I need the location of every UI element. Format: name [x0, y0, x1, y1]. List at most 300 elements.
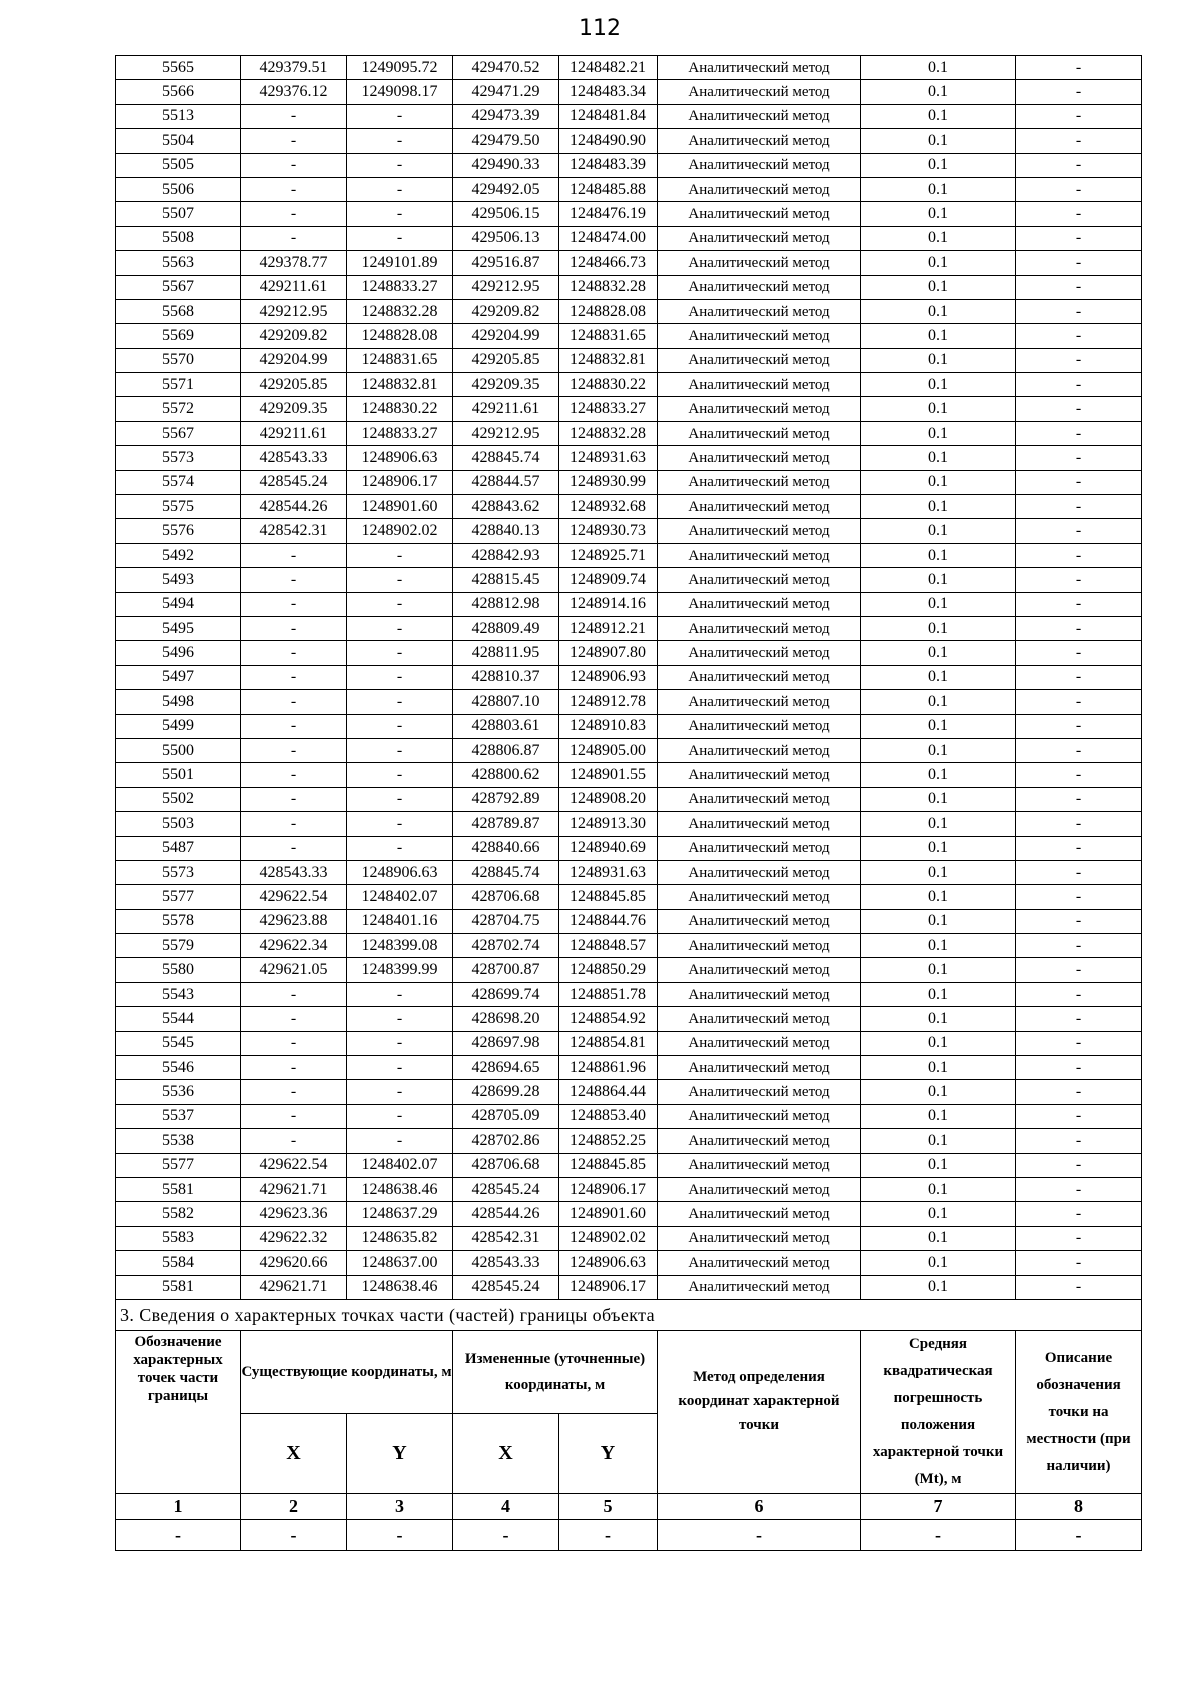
- description-cell: -: [1016, 714, 1142, 738]
- error-cell: 0.1: [861, 690, 1016, 714]
- method-cell: Аналитический метод: [658, 1275, 861, 1299]
- header-point-designation: Обозначение характерных точек части границы: [116, 1331, 241, 1494]
- table-row: [116, 348, 1142, 372]
- point-id: 5496: [116, 641, 241, 665]
- column-number: 5: [559, 1494, 658, 1520]
- error-cell: 0.1: [861, 543, 1016, 567]
- existing-y: -: [347, 1031, 453, 1055]
- changed-x: 429479.50: [453, 129, 559, 153]
- changed-x: 428842.93: [453, 543, 559, 567]
- existing-x: 429621.71: [241, 1177, 347, 1201]
- changed-x: 428542.31: [453, 1226, 559, 1250]
- point-id: 5504: [116, 129, 241, 153]
- table-row: [116, 226, 1142, 250]
- description-cell: -: [1016, 885, 1142, 909]
- table-row: [116, 738, 1142, 762]
- description-cell: -: [1016, 909, 1142, 933]
- table-row: [116, 836, 1142, 860]
- error-cell: 0.1: [861, 153, 1016, 177]
- changed-y: 1248906.63: [559, 1251, 658, 1275]
- existing-y: -: [347, 787, 453, 811]
- changed-x: 428702.86: [453, 1129, 559, 1153]
- existing-y: -: [347, 177, 453, 201]
- existing-y: -: [347, 982, 453, 1006]
- existing-x: 429204.99: [241, 348, 347, 372]
- method-cell: Аналитический метод: [658, 373, 861, 397]
- table-row: [116, 982, 1142, 1006]
- changed-x: 428705.09: [453, 1104, 559, 1128]
- method-cell: Аналитический метод: [658, 1251, 861, 1275]
- method-cell: Аналитический метод: [658, 1202, 861, 1226]
- method-cell: Аналитический метод: [658, 982, 861, 1006]
- error-cell: 0.1: [861, 202, 1016, 226]
- existing-x: 429379.51: [241, 56, 347, 80]
- method-cell: Аналитический метод: [658, 1177, 861, 1201]
- changed-x: 429506.13: [453, 226, 559, 250]
- changed-x: 428840.66: [453, 836, 559, 860]
- existing-x: 429378.77: [241, 251, 347, 275]
- error-cell: 0.1: [861, 251, 1016, 275]
- existing-x: 429623.36: [241, 1202, 347, 1226]
- method-cell: Аналитический метод: [658, 421, 861, 445]
- existing-y: 1249101.89: [347, 251, 453, 275]
- changed-x: 428706.68: [453, 885, 559, 909]
- method-cell: Аналитический метод: [658, 787, 861, 811]
- existing-y: 1248401.16: [347, 909, 453, 933]
- method-cell: Аналитический метод: [658, 1007, 861, 1031]
- description-cell: -: [1016, 738, 1142, 762]
- point-id: 5546: [116, 1056, 241, 1080]
- point-id: 5579: [116, 934, 241, 958]
- existing-y: -: [347, 1080, 453, 1104]
- changed-y: 1248485.88: [559, 177, 658, 201]
- existing-x: 429621.71: [241, 1275, 347, 1299]
- description-cell: -: [1016, 397, 1142, 421]
- changed-y: 1248930.99: [559, 470, 658, 494]
- point-id: 5543: [116, 982, 241, 1006]
- error-cell: 0.1: [861, 446, 1016, 470]
- existing-y: 1248402.07: [347, 885, 453, 909]
- description-cell: -: [1016, 1202, 1142, 1226]
- changed-x: 429516.87: [453, 251, 559, 275]
- method-cell: Аналитический метод: [658, 836, 861, 860]
- description-cell: -: [1016, 665, 1142, 689]
- changed-y: 1248854.81: [559, 1031, 658, 1055]
- description-cell: -: [1016, 1226, 1142, 1250]
- header-existing-coords: Существующие координаты, м: [241, 1331, 453, 1414]
- existing-y: 1249095.72: [347, 56, 453, 80]
- point-id: 5570: [116, 348, 241, 372]
- error-cell: 0.1: [861, 519, 1016, 543]
- existing-x: 429211.61: [241, 275, 347, 299]
- table-row: [116, 1275, 1142, 1299]
- existing-x: 429211.61: [241, 421, 347, 445]
- changed-y: 1248901.55: [559, 763, 658, 787]
- column-number: 8: [1016, 1494, 1142, 1520]
- existing-x: 429209.82: [241, 324, 347, 348]
- existing-x: -: [241, 616, 347, 640]
- description-cell: -: [1016, 56, 1142, 80]
- changed-y: 1248832.81: [559, 348, 658, 372]
- existing-x: -: [241, 641, 347, 665]
- changed-x: 428800.62: [453, 763, 559, 787]
- method-cell: Аналитический метод: [658, 299, 861, 323]
- method-cell: Аналитический метод: [658, 202, 861, 226]
- changed-x: 428845.74: [453, 860, 559, 884]
- changed-y: 1248906.17: [559, 1275, 658, 1299]
- method-cell: Аналитический метод: [658, 80, 861, 104]
- method-cell: Аналитический метод: [658, 958, 861, 982]
- table-row: [116, 763, 1142, 787]
- point-id: 5573: [116, 446, 241, 470]
- existing-x: 428542.31: [241, 519, 347, 543]
- description-cell: -: [1016, 1129, 1142, 1153]
- description-cell: -: [1016, 495, 1142, 519]
- existing-y: -: [347, 1129, 453, 1153]
- existing-x: -: [241, 982, 347, 1006]
- point-id: 5487: [116, 836, 241, 860]
- description-cell: -: [1016, 860, 1142, 884]
- table-row: [116, 690, 1142, 714]
- point-id: 5545: [116, 1031, 241, 1055]
- changed-y: 1248909.74: [559, 568, 658, 592]
- error-cell: 0.1: [861, 1275, 1016, 1299]
- description-cell: -: [1016, 763, 1142, 787]
- point-id: 5582: [116, 1202, 241, 1226]
- header-description: Описание обозначения точки на местности (при наличии): [1016, 1331, 1142, 1494]
- point-id: 5566: [116, 80, 241, 104]
- description-cell: -: [1016, 421, 1142, 445]
- table-row: [116, 909, 1142, 933]
- error-cell: 0.1: [861, 1129, 1016, 1153]
- point-id: 5568: [116, 299, 241, 323]
- error-cell: 0.1: [861, 397, 1016, 421]
- existing-y: -: [347, 812, 453, 836]
- method-cell: Аналитический метод: [658, 592, 861, 616]
- existing-x: -: [241, 787, 347, 811]
- existing-x: -: [241, 1080, 347, 1104]
- description-cell: -: [1016, 177, 1142, 201]
- existing-x: 428543.33: [241, 860, 347, 884]
- existing-x: 429622.34: [241, 934, 347, 958]
- table-row: [116, 373, 1142, 397]
- existing-x: 428545.24: [241, 470, 347, 494]
- table-row: [116, 324, 1142, 348]
- changed-y: 1248925.71: [559, 543, 658, 567]
- error-cell: 0.1: [861, 1104, 1016, 1128]
- existing-y: 1248833.27: [347, 421, 453, 445]
- table-row: [116, 1031, 1142, 1055]
- existing-x: 428543.33: [241, 446, 347, 470]
- method-cell: Аналитический метод: [658, 714, 861, 738]
- existing-x: -: [241, 177, 347, 201]
- error-cell: 0.1: [861, 373, 1016, 397]
- column-number: 1: [116, 1494, 241, 1520]
- header-method: Метод определения координат характерной точки: [658, 1331, 861, 1494]
- changed-y: 1248932.68: [559, 495, 658, 519]
- existing-x: -: [241, 1007, 347, 1031]
- description-cell: -: [1016, 202, 1142, 226]
- table-row: [116, 153, 1142, 177]
- error-cell: 0.1: [861, 104, 1016, 128]
- point-id: 5577: [116, 1153, 241, 1177]
- existing-x: -: [241, 1056, 347, 1080]
- description-cell: -: [1016, 519, 1142, 543]
- description-cell: -: [1016, 616, 1142, 640]
- existing-x: -: [241, 665, 347, 689]
- table-row: [116, 1202, 1142, 1226]
- changed-y: 1248907.80: [559, 641, 658, 665]
- error-cell: 0.1: [861, 470, 1016, 494]
- existing-x: 429623.88: [241, 909, 347, 933]
- method-cell: Аналитический метод: [658, 812, 861, 836]
- changed-y: 1248905.00: [559, 738, 658, 762]
- method-cell: Аналитический метод: [658, 129, 861, 153]
- changed-y: 1248913.30: [559, 812, 658, 836]
- changed-y: 1248848.57: [559, 934, 658, 958]
- description-cell: -: [1016, 299, 1142, 323]
- description-cell: -: [1016, 982, 1142, 1006]
- changed-y: 1248940.69: [559, 836, 658, 860]
- error-cell: 0.1: [861, 616, 1016, 640]
- method-cell: Аналитический метод: [658, 348, 861, 372]
- description-cell: -: [1016, 592, 1142, 616]
- changed-y: 1248910.83: [559, 714, 658, 738]
- changed-x: 428702.74: [453, 934, 559, 958]
- existing-y: 1248832.28: [347, 299, 453, 323]
- method-cell: Аналитический метод: [658, 251, 861, 275]
- table-row: [116, 714, 1142, 738]
- changed-x: 428699.74: [453, 982, 559, 1006]
- point-id: 5584: [116, 1251, 241, 1275]
- error-cell: 0.1: [861, 934, 1016, 958]
- table-row: [116, 275, 1142, 299]
- existing-x: -: [241, 592, 347, 616]
- description-cell: -: [1016, 958, 1142, 982]
- existing-y: 1248902.02: [347, 519, 453, 543]
- error-cell: 0.1: [861, 129, 1016, 153]
- method-cell: Аналитический метод: [658, 495, 861, 519]
- method-cell: Аналитический метод: [658, 177, 861, 201]
- changed-y: 1248831.65: [559, 324, 658, 348]
- header-changed-x: X: [453, 1413, 559, 1493]
- changed-y: 1248844.76: [559, 909, 658, 933]
- table-row: [116, 202, 1142, 226]
- description-cell: -: [1016, 373, 1142, 397]
- method-cell: Аналитический метод: [658, 1153, 861, 1177]
- error-cell: 0.1: [861, 348, 1016, 372]
- existing-x: 429621.05: [241, 958, 347, 982]
- existing-x: -: [241, 1129, 347, 1153]
- method-cell: Аналитический метод: [658, 519, 861, 543]
- description-cell: -: [1016, 226, 1142, 250]
- point-id: 5536: [116, 1080, 241, 1104]
- point-id: 5577: [116, 885, 241, 909]
- description-cell: -: [1016, 1104, 1142, 1128]
- changed-y: 1248483.34: [559, 80, 658, 104]
- method-cell: Аналитический метод: [658, 1104, 861, 1128]
- description-cell: -: [1016, 324, 1142, 348]
- changed-x: 428807.10: [453, 690, 559, 714]
- changed-y: 1248906.17: [559, 1177, 658, 1201]
- changed-y: 1248931.63: [559, 860, 658, 884]
- table-row: [116, 177, 1142, 201]
- existing-x: 428544.26: [241, 495, 347, 519]
- method-cell: Аналитический метод: [658, 665, 861, 689]
- changed-y: 1248833.27: [559, 397, 658, 421]
- method-cell: Аналитический метод: [658, 738, 861, 762]
- table-row: [116, 1226, 1142, 1250]
- changed-y: 1248906.93: [559, 665, 658, 689]
- error-cell: 0.1: [861, 1226, 1016, 1250]
- description-cell: -: [1016, 1251, 1142, 1275]
- changed-x: 429209.35: [453, 373, 559, 397]
- existing-y: 1248638.46: [347, 1177, 453, 1201]
- method-cell: Аналитический метод: [658, 885, 861, 909]
- method-cell: Аналитический метод: [658, 56, 861, 80]
- header-error: Средняя квадратическая погрешность положения характерной точки (Mt), м: [861, 1331, 1016, 1494]
- header-existing-y: Y: [347, 1413, 453, 1493]
- error-cell: 0.1: [861, 641, 1016, 665]
- changed-x: 428811.95: [453, 641, 559, 665]
- changed-y: 1248482.21: [559, 56, 658, 80]
- changed-y: 1248912.21: [559, 616, 658, 640]
- existing-x: 429622.54: [241, 885, 347, 909]
- changed-x: 428545.24: [453, 1275, 559, 1299]
- point-id: 5575: [116, 495, 241, 519]
- table-row: [116, 885, 1142, 909]
- changed-y: 1248864.44: [559, 1080, 658, 1104]
- existing-x: -: [241, 1104, 347, 1128]
- existing-y: -: [347, 714, 453, 738]
- existing-y: 1249098.17: [347, 80, 453, 104]
- point-id: 5576: [116, 519, 241, 543]
- changed-x: 428700.87: [453, 958, 559, 982]
- table-row: [116, 251, 1142, 275]
- table-row: [116, 812, 1142, 836]
- point-id: 5581: [116, 1275, 241, 1299]
- existing-x: 429205.85: [241, 373, 347, 397]
- error-cell: 0.1: [861, 787, 1016, 811]
- header-changed-y: Y: [559, 1413, 658, 1493]
- table-row: [116, 665, 1142, 689]
- existing-y: -: [347, 1104, 453, 1128]
- method-cell: Аналитический метод: [658, 1129, 861, 1153]
- existing-y: -: [347, 665, 453, 689]
- error-cell: 0.1: [861, 299, 1016, 323]
- description-cell: -: [1016, 80, 1142, 104]
- changed-y: 1248850.29: [559, 958, 658, 982]
- description-cell: -: [1016, 787, 1142, 811]
- changed-x: 428544.26: [453, 1202, 559, 1226]
- point-id: 5498: [116, 690, 241, 714]
- error-cell: 0.1: [861, 568, 1016, 592]
- method-cell: Аналитический метод: [658, 860, 861, 884]
- description-cell: -: [1016, 641, 1142, 665]
- existing-x: -: [241, 202, 347, 226]
- existing-y: 1248831.65: [347, 348, 453, 372]
- changed-x: 429212.95: [453, 421, 559, 445]
- existing-y: 1248828.08: [347, 324, 453, 348]
- changed-x: 428792.89: [453, 787, 559, 811]
- method-cell: Аналитический метод: [658, 1056, 861, 1080]
- empty-cell: -: [453, 1520, 559, 1551]
- description-cell: -: [1016, 934, 1142, 958]
- method-cell: Аналитический метод: [658, 1080, 861, 1104]
- existing-x: -: [241, 836, 347, 860]
- error-cell: 0.1: [861, 1056, 1016, 1080]
- table-row: [116, 1007, 1142, 1031]
- existing-x: 429212.95: [241, 299, 347, 323]
- changed-x: 429471.29: [453, 80, 559, 104]
- point-id: 5544: [116, 1007, 241, 1031]
- changed-y: 1248902.02: [559, 1226, 658, 1250]
- existing-x: -: [241, 763, 347, 787]
- description-cell: -: [1016, 1007, 1142, 1031]
- changed-x: 429205.85: [453, 348, 559, 372]
- existing-y: -: [347, 616, 453, 640]
- existing-y: 1248399.08: [347, 934, 453, 958]
- point-id: 5502: [116, 787, 241, 811]
- changed-y: 1248914.16: [559, 592, 658, 616]
- table-row: [116, 56, 1142, 80]
- changed-y: 1248852.25: [559, 1129, 658, 1153]
- page-number: 112: [579, 16, 621, 41]
- existing-x: 429376.12: [241, 80, 347, 104]
- column-number: 7: [861, 1494, 1016, 1520]
- description-cell: -: [1016, 543, 1142, 567]
- existing-y: 1248637.29: [347, 1202, 453, 1226]
- point-id: 5583: [116, 1226, 241, 1250]
- method-cell: Аналитический метод: [658, 616, 861, 640]
- point-id: 5572: [116, 397, 241, 421]
- description-cell: -: [1016, 812, 1142, 836]
- existing-x: -: [241, 738, 347, 762]
- existing-y: -: [347, 592, 453, 616]
- error-cell: 0.1: [861, 226, 1016, 250]
- existing-y: -: [347, 836, 453, 860]
- point-id: 5580: [116, 958, 241, 982]
- point-id: 5506: [116, 177, 241, 201]
- existing-x: -: [241, 690, 347, 714]
- changed-x: 428545.24: [453, 1177, 559, 1201]
- table-row: [116, 1153, 1142, 1177]
- description-cell: -: [1016, 690, 1142, 714]
- error-cell: 0.1: [861, 324, 1016, 348]
- table-row: [116, 299, 1142, 323]
- column-number: 6: [658, 1494, 861, 1520]
- existing-x: 429622.32: [241, 1226, 347, 1250]
- existing-y: -: [347, 129, 453, 153]
- changed-x: 428809.49: [453, 616, 559, 640]
- table-row: [116, 641, 1142, 665]
- error-cell: 0.1: [861, 714, 1016, 738]
- existing-x: 429209.35: [241, 397, 347, 421]
- column-number: 2: [241, 1494, 347, 1520]
- table-row: [116, 470, 1142, 494]
- table-row: [116, 397, 1142, 421]
- existing-y: 1248901.60: [347, 495, 453, 519]
- existing-x: -: [241, 714, 347, 738]
- error-cell: 0.1: [861, 738, 1016, 762]
- changed-y: 1248490.90: [559, 129, 658, 153]
- error-cell: 0.1: [861, 421, 1016, 445]
- changed-y: 1248845.85: [559, 885, 658, 909]
- changed-y: 1248854.92: [559, 1007, 658, 1031]
- changed-y: 1248912.78: [559, 690, 658, 714]
- table-row: [116, 592, 1142, 616]
- description-cell: -: [1016, 446, 1142, 470]
